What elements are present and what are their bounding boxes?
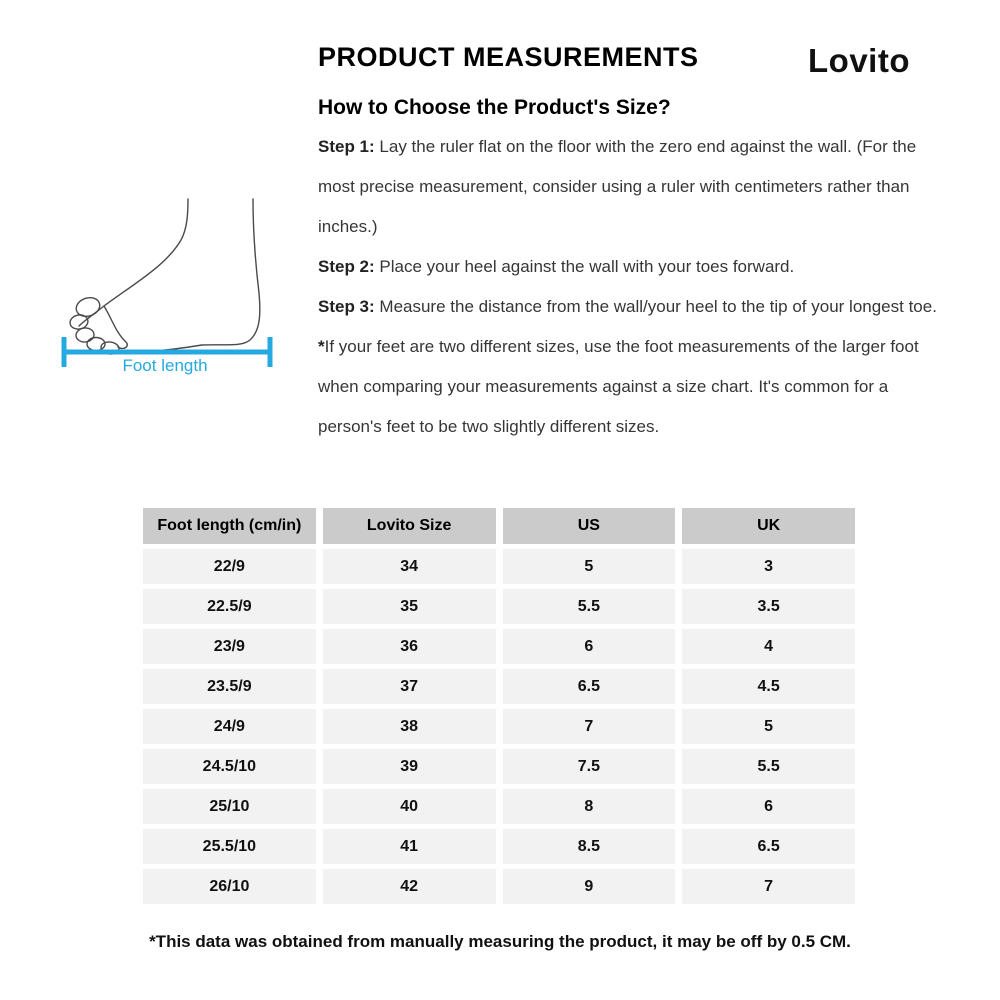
instruction-step: *If your feet are two different sizes, use the foot measurements of the larger foot when comparing your measurements against a size chart. It's common for a person's feet to be two slightly different sizes. <box>318 337 919 436</box>
size-table-cell: 5 <box>503 549 676 584</box>
size-table-cell: 7 <box>503 709 676 744</box>
size-table-cell: 6 <box>682 789 855 824</box>
size-table-cell: 41 <box>323 829 496 864</box>
step-label: Step 1: <box>318 137 375 156</box>
size-table-cell: 36 <box>323 629 496 664</box>
size-table-header-cell: Foot length (cm/in) <box>143 508 316 544</box>
size-table-cell: 8.5 <box>503 829 676 864</box>
size-table-cell: 24.5/10 <box>143 749 316 784</box>
size-table-cell: 40 <box>323 789 496 824</box>
foot-length-label: Foot length <box>122 356 208 375</box>
size-table-cell: 34 <box>323 549 496 584</box>
size-table-cell: 7.5 <box>503 749 676 784</box>
size-table-cell: 4 <box>682 629 855 664</box>
size-table-cell: 5.5 <box>682 749 855 784</box>
size-table-header-cell: Lovito Size <box>323 508 496 544</box>
size-table-cell: 22/9 <box>143 549 316 584</box>
size-table-cell: 22.5/9 <box>143 589 316 624</box>
size-table-cell: 3.5 <box>682 589 855 624</box>
step-label: Step 2: <box>318 257 375 276</box>
size-table-cell: 5 <box>682 709 855 744</box>
size-table-cell: 6 <box>503 629 676 664</box>
size-table-cell: 26/10 <box>143 869 316 904</box>
size-table-cell: 7 <box>682 869 855 904</box>
lovito-logo: Lovito <box>808 42 910 79</box>
step-label: * <box>318 337 325 356</box>
size-table-cell: 39 <box>323 749 496 784</box>
size-table-cell: 3 <box>682 549 855 584</box>
size-table-cell: 37 <box>323 669 496 704</box>
sizing-instructions <box>318 127 940 447</box>
foot-outline-icon <box>52 193 278 383</box>
size-table-cell: 6.5 <box>682 829 855 864</box>
size-table-cell: 6.5 <box>503 669 676 704</box>
page-title: PRODUCT MEASUREMENTS <box>318 42 699 72</box>
size-table-cell: 4.5 <box>682 669 855 704</box>
size-table-header-cell: US <box>503 508 676 544</box>
size-chart-table <box>143 508 855 904</box>
size-table-cell: 23/9 <box>143 629 316 664</box>
size-table-cell: 9 <box>503 869 676 904</box>
size-table-cell: 25/10 <box>143 789 316 824</box>
size-table-cell: 8 <box>503 789 676 824</box>
size-table-cell: 35 <box>323 589 496 624</box>
size-table-cell: 23.5/9 <box>143 669 316 704</box>
size-table-cell: 25.5/10 <box>143 829 316 864</box>
measurement-footnote: *This data was obtained from manually measuring the product, it may be off by 0.5 CM. <box>149 932 851 951</box>
size-table-cell: 38 <box>323 709 496 744</box>
section-heading: How to Choose the Product's Size? <box>318 96 671 119</box>
foot-measurement-diagram <box>52 193 278 383</box>
size-table-header-cell: UK <box>682 508 855 544</box>
instruction-step: Step 3: Measure the distance from the wall/your heel to the tip of your longest toe. <box>318 297 937 316</box>
instruction-step: Step 2: Place your heel against the wall with your toes forward. <box>318 257 795 276</box>
size-table-cell: 42 <box>323 869 496 904</box>
instruction-step: Step 1: Lay the ruler flat on the floor with the zero end against the wall. (For the most precise measurement, consider using a ruler with centimeters rather than inches.) <box>318 137 917 236</box>
step-label: Step 3: <box>318 297 375 316</box>
size-table-cell: 24/9 <box>143 709 316 744</box>
size-table-cell: 5.5 <box>503 589 676 624</box>
